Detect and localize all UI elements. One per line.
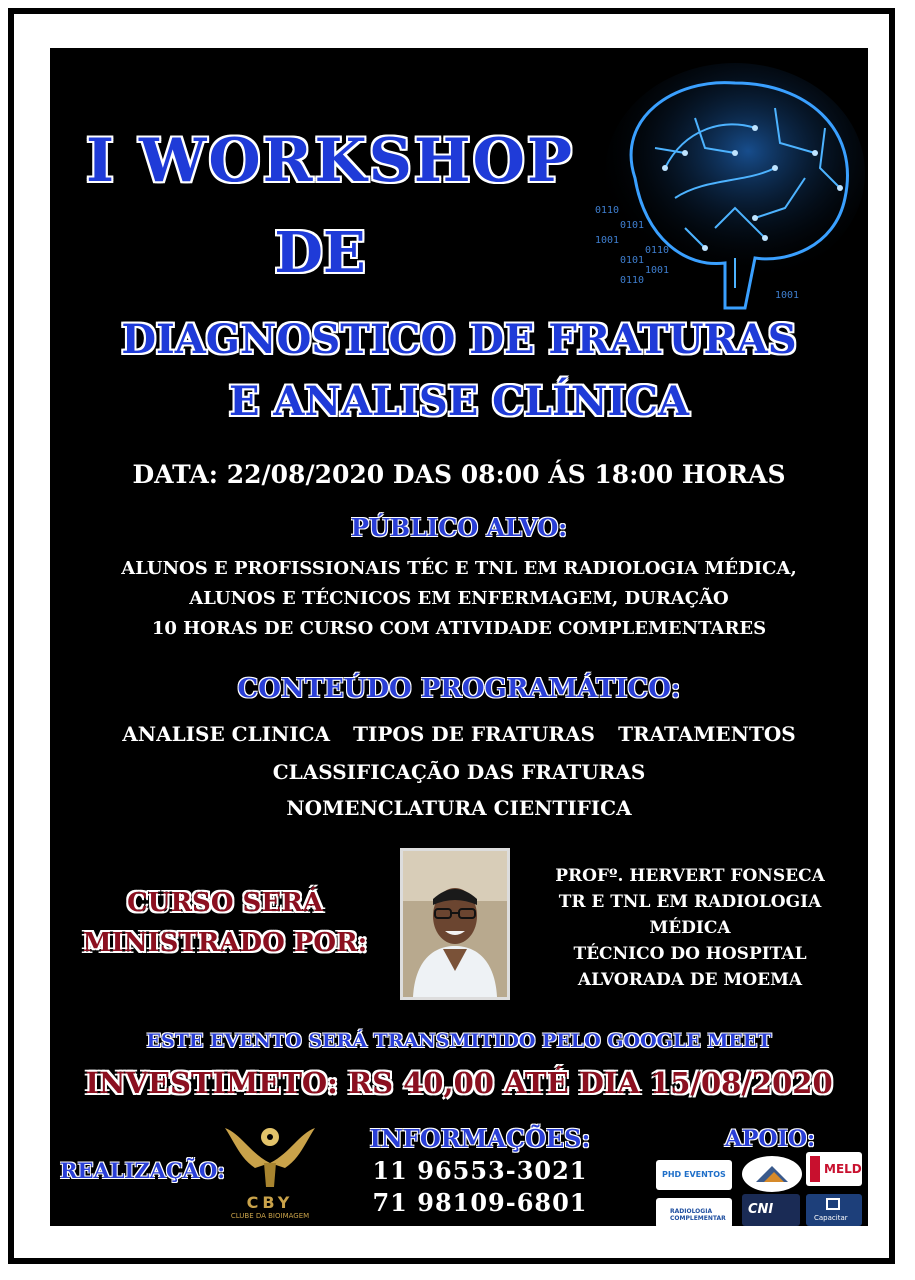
sponsor-logo-mountain [742,1156,802,1192]
apoio-label: APOIO: [724,1126,816,1152]
sponsor-logo-phd-text: PHD EVENTOS [662,1170,726,1179]
phoenix-emblem-icon [220,1123,320,1193]
content-heading: CONTEÚDO PROGRAMÁTICO: [237,674,681,704]
circuit-brain-icon [575,58,865,318]
content-item: CLASSIFICAÇÃO DAS FRATURAS [272,760,646,784]
title-line-3: DIAGNOSTICO DE FRATURAS [121,316,797,363]
brain-digits-7: 0110 [620,275,645,286]
sponsor-logo-capacitar [806,1194,862,1226]
content-item: NOMENCLATURA CIENTIFICA [286,796,632,820]
sponsor-logo-capacitar-text: Capacitar [814,1214,848,1222]
brain-digits-6: 1001 [645,265,670,276]
audience-line-1: ALUNOS E PROFISSIONAIS TÉC E TNL EM RADIOLOGIA MÉDICA, [121,558,797,579]
sponsor-logo-radiologia-text: RADIOLOGIA COMPLEMENTAR [670,1208,726,1222]
instructor-line-1: PROFº. HERVERT FONSECA [555,866,825,886]
sponsor-logo-radiologia [656,1198,732,1226]
info-heading: INFORMAÇÕES: [369,1124,591,1153]
instructor-photo [400,848,510,1000]
title-line-4: E ANALISE CLÍNICA [229,378,689,425]
price-line: INVESTIMETO: RS 40,00 ATÉ DIA 15/08/2020 [85,1066,833,1100]
instructor-label-2: MINISTRADO POR: [82,928,368,958]
brain-digits-8: 1001 [775,290,800,301]
title-line-2: DE [274,220,366,286]
brain-digits-5: 0101 [620,255,645,266]
sponsor-logo-cni-text: CNI [748,1202,774,1217]
poster [50,48,868,1226]
phone-1: 11 96553-3021 [372,1156,588,1185]
brain-digits-3: 1001 [595,235,620,246]
instructor-line-3: MÉDICA [649,918,731,938]
event-date: DATA: 22/08/2020 DAS 08:00 ÁS 18:00 HORAS [132,460,786,489]
sponsor-logo-cni [742,1194,800,1226]
sponsor-logo-meld-text: MELD [824,1162,862,1176]
content-topics-row [50,722,868,746]
instructor-line-5: ALVORADA DE MOEMA [577,970,803,990]
capacitar-mark-icon [826,1198,840,1210]
content-item: ANALISE CLINICA [122,722,331,746]
meld-mark-icon [810,1156,820,1182]
audience-line-2: ALUNOS E TÉCNICOS EM ENFERMAGEM, DURAÇÃO [189,588,729,609]
cby-logo [220,1123,320,1223]
title-line-1: I WORKSHOP [85,126,575,196]
content-item: TRATAMENTOS [618,722,796,746]
audience-line-3: 10 HORAS DE CURSO COM ATIVIDADE COMPLEMENTARES [151,618,767,639]
broadcast-note: ESTE EVENTO SERÁ TRANSMITIDO PELO GOOGLE MEET [146,1030,772,1052]
phone-2: 71 98109-6801 [372,1188,588,1217]
cby-logo-subtitle: CLUBE DA BIOIMAGEM [230,1212,310,1220]
sponsor-logo-phd [656,1160,732,1190]
mountain-logo-icon [742,1156,802,1192]
brain-digits-2: 0101 [620,220,645,231]
cby-logo-name: CBY [246,1193,294,1212]
audience-heading: PÚBLICO ALVO: [350,513,568,542]
person-avatar-icon [403,851,507,997]
brain-digits-1: 0110 [595,205,620,216]
instructor-label-1: CURSO SERÁ [127,888,323,918]
sponsor-logo-meld [806,1152,862,1186]
instructor-line-2: TR E TNL EM RADIOLOGIA [558,892,822,912]
realizacao-label: REALIZAÇÃO: [60,1158,226,1183]
content-item: TIPOS DE FRATURAS [353,722,595,746]
brain-digits-4: 0110 [645,245,670,256]
instructor-line-4: TÉCNICO DO HOSPITAL [573,944,807,964]
